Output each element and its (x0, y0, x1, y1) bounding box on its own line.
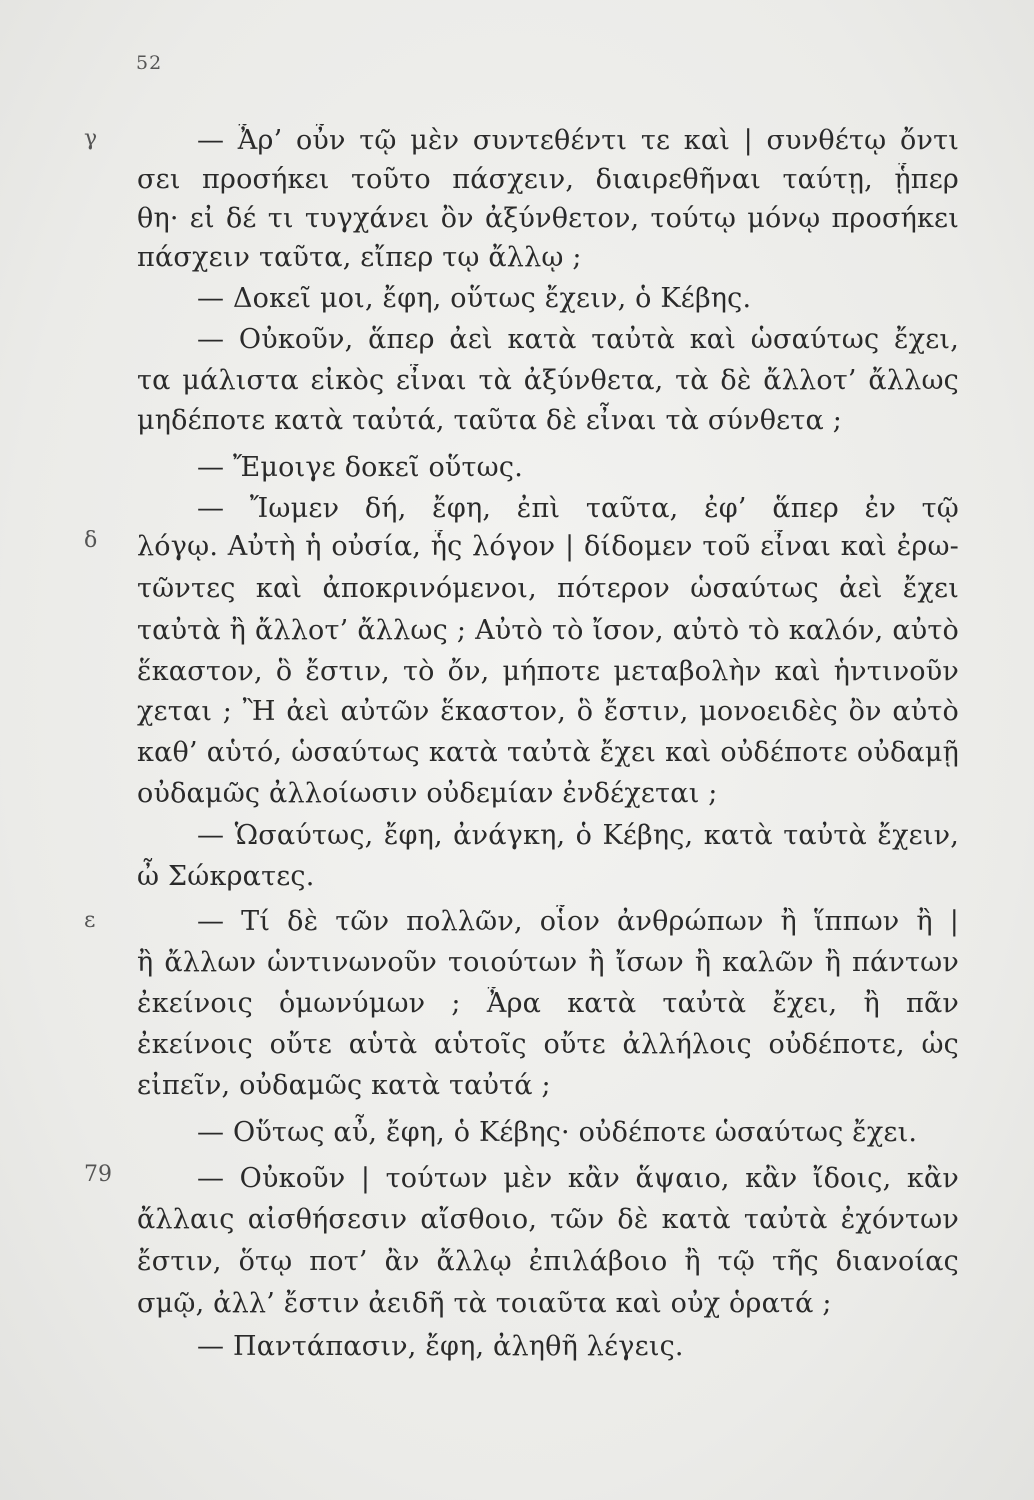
text-line: ἕκαστον, ὃ ἔστιν, τὸ ὄν, μήποτε μεταβολὴν καὶ ἡντινοῦν (137, 656, 959, 687)
margin-mark-epsilon: ε (84, 908, 96, 933)
text-line: ὦ Σώκρατες. (137, 861, 315, 892)
text-line: ἐκείνοις οὔτε αὑτὰ αὑτοῖς οὔτε ἀλλήλοις οὐδέποτε, ὡς (137, 1029, 959, 1060)
text-line: χεται ; Ἢ ἀεὶ αὐτῶν ἕκαστον, ὃ ἔστιν, μονοειδὲς ὂν αὐτὸ (137, 696, 959, 727)
margin-mark-delta: δ (84, 528, 98, 553)
text-line: — Οὐκοῦν | τούτων μὲν κἂν ἅψαιο, κἂν ἴδοις, κἂν (197, 1163, 959, 1194)
text-line: — Ἆρ’ οὖν τῷ μὲν συντεθέντι τε καὶ | συνθέτῳ ὄντι (197, 125, 959, 156)
text-line: μηδέποτε κατὰ ταὐτά, ταῦτα δὲ εἶναι τὰ σύνθετα ; (137, 405, 843, 436)
text-line: — Δοκεῖ μοι, ἔφη, οὕτως ἔχειν, ὁ Κέβης. (197, 283, 752, 314)
text-line: ἔστιν, ὅτῳ ποτ’ ἂν ἄλλῳ ἐπιλάβοιο ἢ τῷ τῆς διανοίας (137, 1246, 959, 1277)
text-line: τα μάλιστα εἰκὸς εἶναι τὰ ἀξύνθετα, τὰ δὲ ἄλλοτ’ ἄλλως (137, 365, 959, 396)
text-line: — Οὕτως αὖ, ἔφη, ὁ Κέβης· οὐδέποτε ὡσαύτως ἔχει. (197, 1117, 918, 1148)
text-line: καθ’ αὑτό, ὡσαύτως κατὰ ταὐτὰ ἔχει καὶ οὐδέποτε οὐδαμῇ (137, 737, 959, 768)
text-line: πάσχειν ταῦτα, εἴπερ τῳ ἄλλῳ ; (137, 242, 582, 273)
text-line: — Παντάπασιν, ἔφη, ἀληθῆ λέγεις. (197, 1331, 684, 1362)
text-line: ταὐτὰ ἢ ἄλλοτ’ ἄλλως ; Αὐτὸ τὸ ἴσον, αὐτὸ τὸ καλόν, αὐτὸ (137, 615, 959, 646)
text-line: οὐδαμῶς ἀλλοίωσιν οὐδεμίαν ἐνδέχεται ; (137, 778, 718, 809)
text-line: — Τί δὲ τῶν πολλῶν, οἷον ἀνθρώπων ἢ ἵππων ἢ | (197, 906, 959, 937)
text-line: τῶντες καὶ ἀποκρινόμενοι, πότερον ὡσαύτως ἀεὶ ἔχει (137, 573, 959, 604)
text-line: — Ὡσαύτως, ἔφη, ἀνάγκη, ὁ Κέβης, κατὰ ταὐτὰ ἔχειν, (197, 820, 959, 851)
text-line: ἢ ἄλλων ὡντινωνοῦν τοιούτων ἢ ἴσων ἢ καλῶν ἢ πάντων (137, 947, 959, 978)
text-line: ἄλλαις αἰσθήσεσιν αἴσθοιο, τῶν δὲ κατὰ ταὐτὰ ἐχόντων (137, 1204, 959, 1235)
text-line: — Ἴωμεν δή, ἔφη, ἐπὶ ταῦτα, ἐφ’ ἅπερ ἐν τῷ (197, 493, 959, 524)
margin-mark-stephanus-79: 79 (84, 1162, 112, 1187)
margin-mark-gamma: γ (84, 126, 98, 151)
text-line: θη· εἰ δέ τι τυγχάνει ὂν ἀξύνθετον, τούτῳ μόνῳ προσήκει (137, 203, 959, 234)
page-number: 52 (136, 52, 163, 74)
text-line: εἰπεῖν, οὐδαμῶς κατὰ ταὐτά ; (137, 1070, 551, 1101)
text-line: — Ἔμοιγε δοκεῖ οὕτως. (197, 452, 523, 483)
text-line: λόγῳ. Αὐτὴ ἡ οὐσία, ἧς λόγον | δίδομεν τοῦ εἶναι καὶ ἐρω- (137, 531, 959, 562)
text-line: — Οὐκοῦν, ἅπερ ἀεὶ κατὰ ταὐτὰ καὶ ὡσαύτως ἔχει, (197, 324, 959, 355)
text-line: σει προσήκει τοῦτο πάσχειν, διαιρεθῆναι ταύτῃ, ᾗπερ (137, 164, 959, 195)
text-line: ἐκείνοις ὁμωνύμων ; Ἆρα κατὰ ταὐτὰ ἔχει, ἢ πᾶν (137, 988, 959, 1019)
text-line: σμῷ, ἀλλ’ ἔστιν ἀειδῆ τὰ τοιαῦτα καὶ οὐχ ὁρατά ; (137, 1288, 832, 1319)
